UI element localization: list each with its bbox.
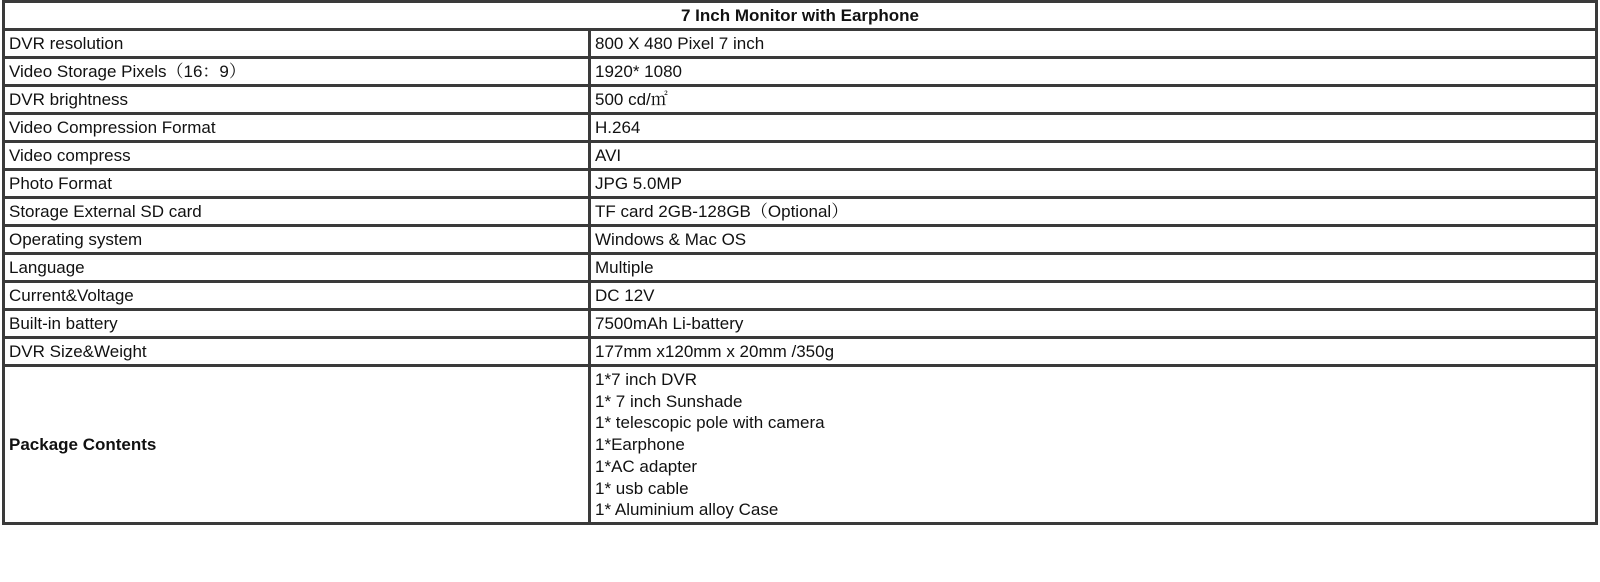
spec-value: H.264 xyxy=(590,114,1597,142)
spec-label: Language xyxy=(4,254,590,282)
table-row xyxy=(4,86,1597,114)
table-row xyxy=(4,338,1597,366)
table-row xyxy=(4,30,1597,58)
table-row xyxy=(4,170,1597,198)
package-item: 1* usb cable xyxy=(595,478,689,498)
spec-label: Storage External SD card xyxy=(4,198,590,226)
package-item: 1* Aluminium alloy Case xyxy=(595,500,779,520)
spec-label: Video Compression Format xyxy=(4,114,590,142)
package-contents-label: Package Contents xyxy=(4,366,590,524)
spec-label: Operating system xyxy=(4,226,590,254)
package-contents-list xyxy=(590,366,1597,524)
spec-value: 177mm x120mm x 20mm /350g xyxy=(590,338,1597,366)
package-item: 1*Earphone xyxy=(595,435,685,455)
package-item: 1*AC adapter xyxy=(595,456,698,476)
table-title: 7 Inch Monitor with Earphone xyxy=(4,2,1597,30)
spec-label: DVR brightness xyxy=(4,86,590,114)
spec-value: 7500mAh Li-battery xyxy=(590,310,1597,338)
table-row xyxy=(4,226,1597,254)
spec-value: 500 cd/㎡ xyxy=(590,86,1597,114)
spec-label: Current&Voltage xyxy=(4,282,590,310)
table-title-row xyxy=(4,2,1597,30)
spec-label: Built-in battery xyxy=(4,310,590,338)
spec-value: TF card 2GB-128GB（Optional） xyxy=(590,198,1597,226)
table-row xyxy=(4,198,1597,226)
spec-value: 800 X 480 Pixel 7 inch xyxy=(590,30,1597,58)
package-item: 1* 7 inch Sunshade xyxy=(595,391,743,411)
table-row xyxy=(4,310,1597,338)
table-row xyxy=(4,58,1597,86)
spec-value: DC 12V xyxy=(590,282,1597,310)
package-contents-row xyxy=(4,366,1597,524)
spec-label: DVR resolution xyxy=(4,30,590,58)
table-row xyxy=(4,142,1597,170)
spec-label: Video Storage Pixels（16：9） xyxy=(4,58,590,86)
spec-table xyxy=(2,0,1598,525)
package-item: 1*7 inch DVR xyxy=(595,370,698,390)
spec-value: Windows & Mac OS xyxy=(590,226,1597,254)
table-row xyxy=(4,282,1597,310)
spec-value: 1920* 1080 xyxy=(590,58,1597,86)
spec-value: AVI xyxy=(590,142,1597,170)
spec-label: Video compress xyxy=(4,142,590,170)
package-item: 1* telescopic pole with camera xyxy=(595,413,825,433)
table-row xyxy=(4,254,1597,282)
spec-label: DVR Size&Weight xyxy=(4,338,590,366)
spec-value: Multiple xyxy=(590,254,1597,282)
spec-value: JPG 5.0MP xyxy=(590,170,1597,198)
spec-label: Photo Format xyxy=(4,170,590,198)
table-row xyxy=(4,114,1597,142)
